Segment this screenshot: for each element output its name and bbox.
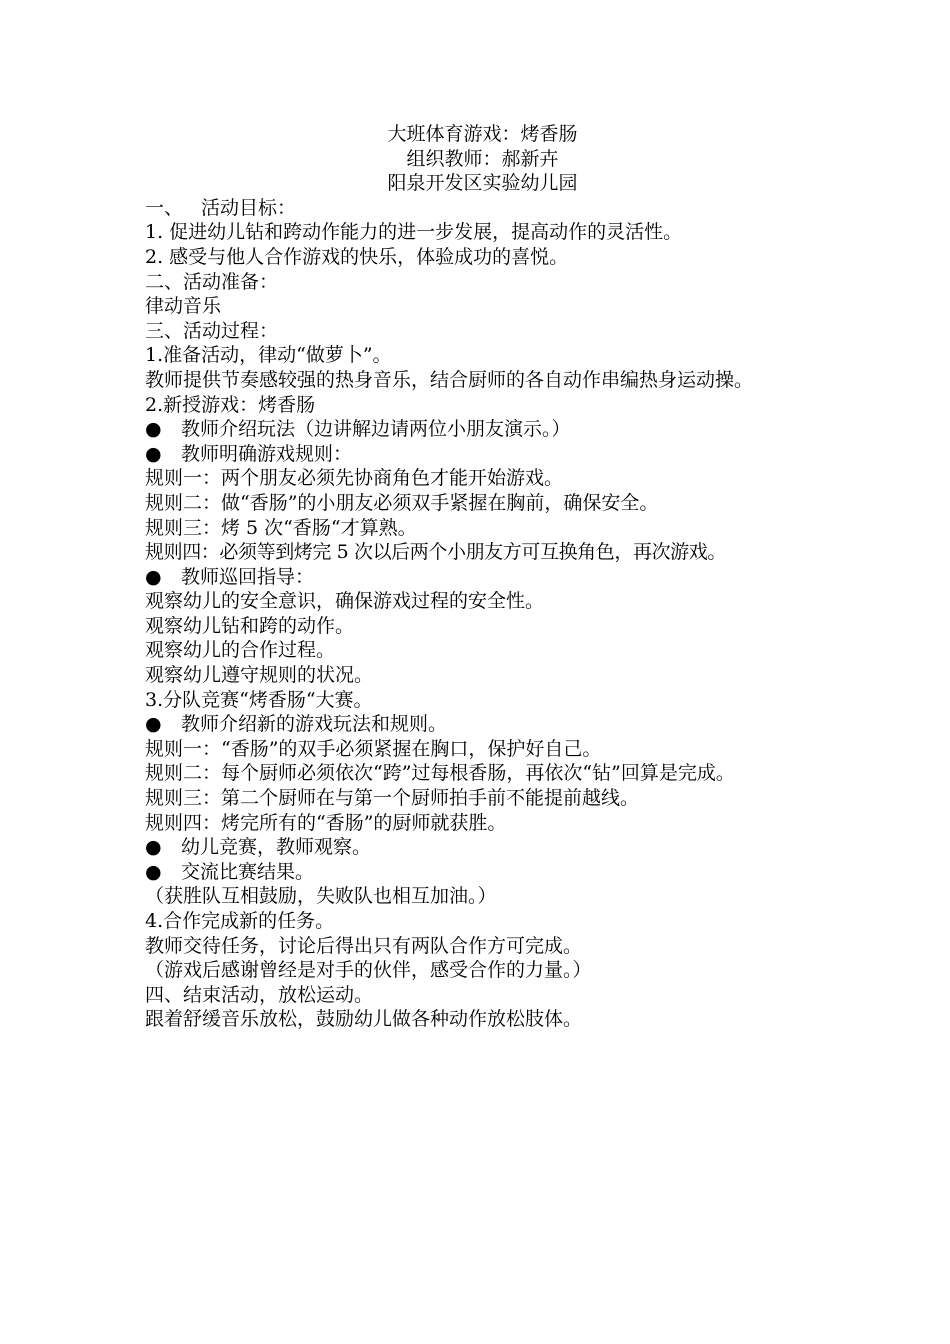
rule-line: 规则二：每个厨师必须依次“跨”过每根香肠，再依次“钻”回算是完成。: [145, 762, 735, 785]
bullet-item: ● 教师介绍玩法（边讲解边请两位小朋友演示。）: [145, 418, 571, 441]
bullet-item: ● 教师明确游戏规则：: [145, 442, 353, 465]
bullet-item: ● 交流比赛结果。: [145, 860, 315, 883]
section2-content: 律动音乐: [145, 295, 222, 318]
step4-title: 4.合作完成新的任务。: [145, 910, 335, 932]
step4-content: 教师交待任务，讨论后得出只有两队合作方可完成。: [145, 934, 583, 957]
section3-heading: 三、活动过程：: [145, 319, 279, 342]
bullet-icon: ●: [145, 442, 162, 465]
section1-heading: 一、 活动目标：: [145, 196, 297, 219]
bullet-item: ● 幼儿竞赛，教师观察。: [145, 836, 372, 859]
bullet-icon: ●: [145, 836, 162, 859]
bullet-item: ● 教师介绍新的游戏玩法和规则。: [145, 713, 448, 736]
bullet-item: ● 教师巡回指导：: [145, 565, 315, 588]
section4-content: 跟着舒缓音乐放松，鼓励幼儿做各种动作放松肢体。: [145, 1008, 583, 1031]
rule-line: 规则一：两个朋友必须先协商角色才能开始游戏。: [145, 467, 564, 490]
step3-title: 3.分队竞赛“烤香肠“大赛。: [145, 688, 373, 711]
document-title: 大班体育游戏：烤香肠: [387, 123, 578, 145]
goal-item-1: 1. 促进幼儿钻和跨动作能力的进一步发展，提高动作的灵活性。: [145, 221, 683, 244]
note-line: （游戏后感谢曾经是对手的伙伴，感受合作的力量。）: [145, 959, 592, 982]
rule-line: 规则二：做“香肠”的小朋友必须双手紧握在胸前，确保安全。: [145, 491, 659, 514]
bullet-icon: ●: [145, 860, 162, 883]
school-line: 阳泉开发区实验幼儿园: [387, 172, 578, 195]
section4-heading: 四、结束活动，放松运动。: [145, 983, 374, 1006]
goal-item-2: 2. 感受与他人合作游戏的快乐，体验成功的喜悦。: [145, 245, 569, 268]
bullet-icon: ●: [145, 418, 162, 441]
rule-line: 规则一：“香肠”的双手必须紧握在胸口，保护好自己。: [145, 737, 602, 760]
observation-line: 观察幼儿遵守规则的状况。: [145, 664, 374, 687]
step2-title: 2.新授游戏：烤香肠: [145, 393, 316, 416]
observation-line: 观察幼儿的安全意识，确保游戏过程的安全性。: [145, 590, 545, 613]
document-page: [145, 122, 820, 1032]
bullet-icon: ●: [145, 713, 162, 736]
step1-content: 教师提供节奏感较强的热身音乐，结合厨师的各自动作串编热身运动操。: [145, 368, 754, 391]
rule-line: 规则三：第二个厨师在与第一个厨师拍手前不能提前越线。: [145, 787, 640, 810]
section2-heading: 二、活动准备：: [145, 270, 279, 293]
observation-line: 观察幼儿的合作过程。: [145, 639, 336, 662]
bullet-icon: ●: [145, 565, 162, 588]
observation-line: 观察幼儿钻和跨的动作。: [145, 614, 355, 637]
rule-line: 规则三：烤 5 次“香肠“才算熟。: [145, 516, 417, 539]
note-line: （获胜队互相鼓励，失败队也相互加油。）: [145, 885, 497, 908]
step1-title: 1.准备活动，律动“做萝卜”。: [145, 344, 392, 367]
teacher-line: 组织教师：郝新卉: [406, 147, 559, 170]
rule-line: 规则四：必须等到烤完 5 次以后两个小朋友方可互换角色，再次游戏。: [145, 541, 726, 564]
rule-line: 规则四：烤完所有的“香肠”的厨师就获胜。: [145, 811, 507, 834]
